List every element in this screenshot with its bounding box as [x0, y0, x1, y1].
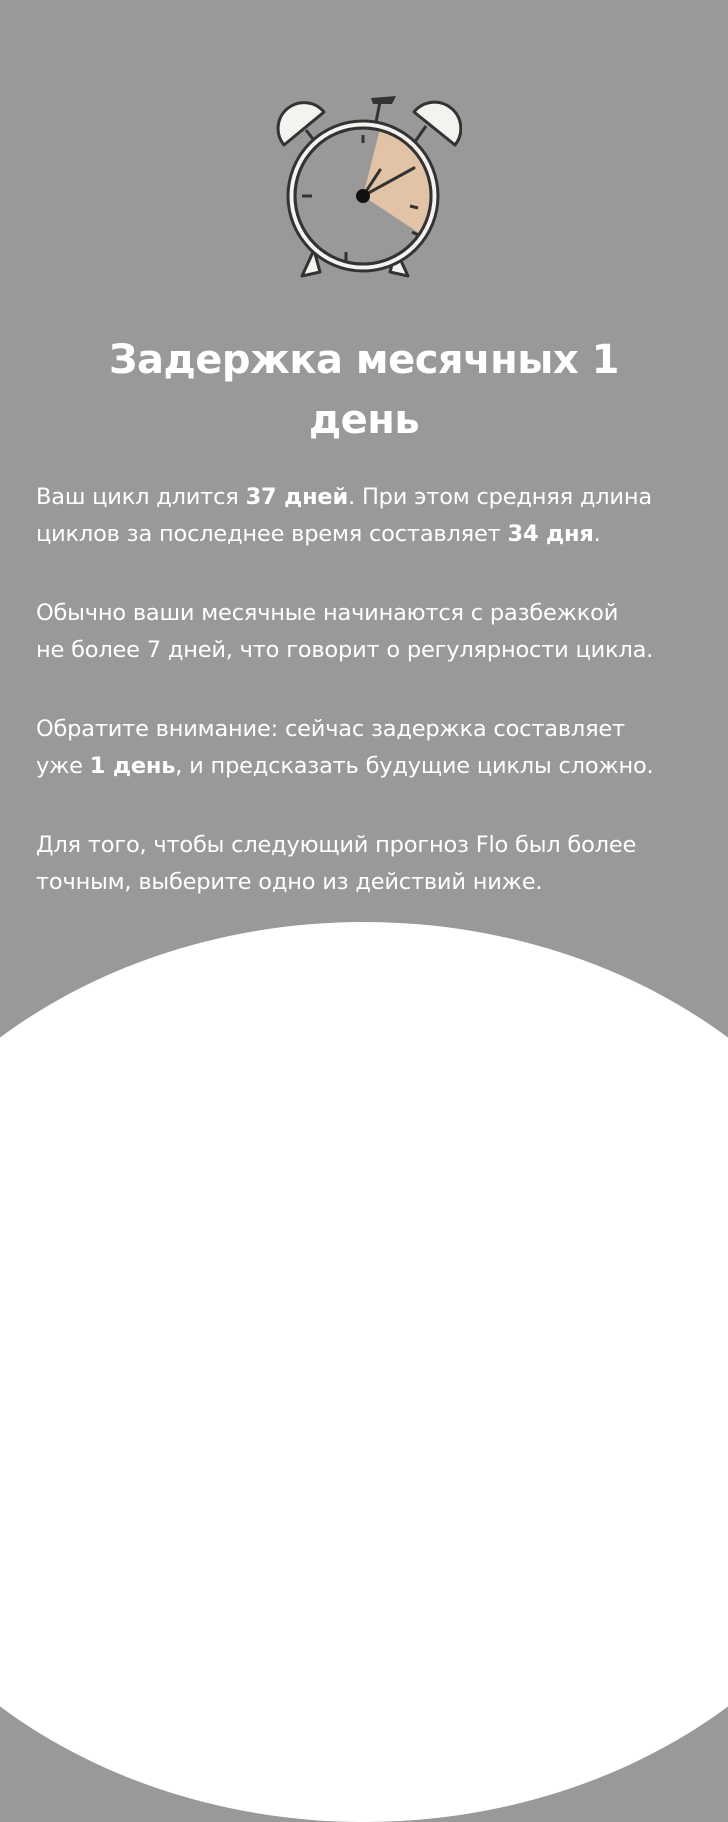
tick-3: [410, 206, 418, 208]
paragraph-regularity: [36, 595, 706, 669]
p1-text-4: .: [593, 521, 601, 547]
paragraph-delay-notice: [36, 711, 706, 785]
bottom-sheet-edge: [0, 922, 728, 1822]
paragraph-action-hint: [36, 827, 706, 901]
p1-text-3: циклов за последнее время составляет: [36, 521, 508, 547]
clock-bell-right: [414, 102, 461, 145]
p3-delay-days: 1 день: [89, 753, 176, 779]
paragraph-cycle-length: [36, 479, 706, 553]
p4-text-1: Для того, чтобы следующий прогноз Flo был более: [36, 832, 637, 858]
p1-cycle-days: 37 дней: [245, 484, 349, 510]
clock-center-dot: [356, 189, 370, 203]
p1-average-days: 34 дня: [507, 521, 594, 547]
p2-text-1: Обычно ваши месячные начинаются с разбежкой: [36, 600, 619, 626]
p1-text-1: Ваш цикл длится: [36, 484, 246, 510]
p2-text-2: не более 7 дней, что говорит о регулярности цикла.: [36, 637, 654, 663]
p1-text-2: . При этом средняя длина: [348, 484, 652, 510]
alarm-clock-illustration: [276, 90, 462, 286]
title-line-1: Задержка месячных 1: [109, 337, 619, 383]
p3-text-1: Обратите внимание: сейчас задержка составляет: [36, 716, 625, 742]
page-title: [40, 330, 688, 450]
title-line-2: день: [308, 397, 420, 443]
p3-text-3: , и предсказать будущие циклы сложно.: [175, 753, 654, 779]
explanation-text: [36, 479, 706, 943]
alarm-clock-icon: [276, 90, 462, 286]
p4-text-2: точным, выберите одно из действий ниже.: [36, 869, 543, 895]
clock-top-knob: [371, 96, 396, 104]
p3-text-2: уже: [36, 753, 90, 779]
